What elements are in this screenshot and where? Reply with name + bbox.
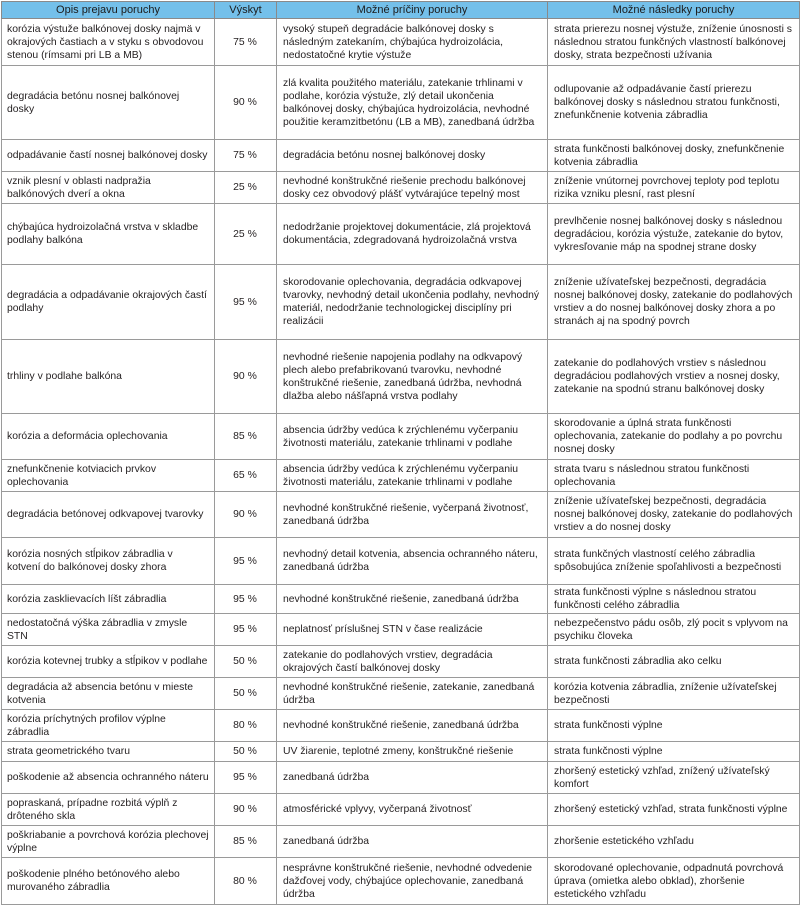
table-row [2, 140, 800, 172]
table-row [2, 204, 800, 265]
symptom-cell: odpadávanie častí nosnej balkónovej dosky [2, 140, 215, 172]
occurrence-cell: 50 % [215, 742, 277, 762]
occurrence-cell: 95 % [215, 585, 277, 614]
table-row [2, 794, 800, 826]
occurrence-cell: 85 % [215, 414, 277, 460]
consequences-cell: zníženie užívateľskej bezpečnosti, degradácia nosnej balkónovej dosky, zatekanie do podlahových vrstiev a do nosnej balkónovej dosky zhora a po stranách aj na spodný povrch [548, 265, 800, 340]
occurrence-cell: 95 % [215, 538, 277, 585]
consequences-cell: skorodované oplechovanie, odpadnutá povrchová úprava (omietka alebo obklad), zhoršenie estetického vzhľadu [548, 858, 800, 905]
causes-cell: degradácia betónu nosnej balkónovej dosky [277, 140, 548, 172]
symptom-cell: korózia zasklievacích líšt zábradlia [2, 585, 215, 614]
causes-cell: zlá kvalita použitého materiálu, zatekanie trhlinami v podlahe, korózia výstuže, zlý detail ukončenia balkónovej dosky, chýbajúca hydroizolácia, nevhodné použitie keramzitbetónu (LB a MB), zanedbaná údržba [277, 66, 548, 140]
table-row [2, 614, 800, 646]
table-row [2, 172, 800, 204]
occurrence-cell: 95 % [215, 265, 277, 340]
table-row [2, 538, 800, 585]
symptom-cell: korózia výstuže balkónovej dosky najmä v okrajových častiach a v styku s obvodovou stenou (rímsami pri LB a MB) [2, 19, 215, 66]
causes-cell: zanedbaná údržba [277, 762, 548, 794]
table-row [2, 66, 800, 140]
causes-cell: vysoký stupeň degradácie balkónovej dosky s následným zatekaním, chýbajúca hydroizolácia, nedostatočné krytie výstuže [277, 19, 548, 66]
causes-cell: zatekanie do podlahových vrstiev, degradácia okrajových častí balkónovej dosky [277, 646, 548, 678]
consequences-cell: zníženie vnútornej povrchovej teploty pod teplotu rizika vzniku plesní, rast plesní [548, 172, 800, 204]
symptom-cell: znefunkčnenie kotviacich prvkov oplechovania [2, 460, 215, 492]
table-row [2, 340, 800, 414]
symptom-cell: degradácia betónovej odkvapovej tvarovky [2, 492, 215, 538]
consequences-cell: korózia kotvenia zábradlia, zníženie užívateľskej bezpečnosti [548, 678, 800, 710]
causes-cell: nedodržanie projektovej dokumentácie, zlá projektová dokumentácia, zdegradovaná hydroizolačná vrstva [277, 204, 548, 265]
table-row [2, 762, 800, 794]
causes-cell: nevhodné konštrukčné riešenie prechodu balkónovej dosky cez obvodový plášť vytvárajúce tepelný most [277, 172, 548, 204]
symptom-cell: korózia a deformácia oplechovania [2, 414, 215, 460]
causes-cell: nevhodný detail kotvenia, absencia ochranného náteru, zanedbaná údržba [277, 538, 548, 585]
table-row [2, 492, 800, 538]
header-causes: Možné príčiny poruchy [277, 2, 548, 19]
causes-cell: absencia údržby vedúca k zrýchlenému vyčerpaniu životnosti materiálu, zatekanie trhlinami v podlahe [277, 414, 548, 460]
symptom-cell: poškodenie plného betónového alebo murovaného zábradlia [2, 858, 215, 905]
causes-cell: absencia údržby vedúca k zrýchlenému vyčerpaniu životnosti materiálu, zatekanie trhlinami v podlahe [277, 460, 548, 492]
symptom-cell: poškriabanie a povrchová korózia plechovej výplne [2, 826, 215, 858]
table-header-row [2, 2, 800, 19]
causes-cell: neplatnosť príslušnej STN v čase realizácie [277, 614, 548, 646]
consequences-cell: odlupovanie až odpadávanie častí prierezu balkónovej dosky s následnou stratou funkčnosti, znefunkčnenie kotvenia zábradlia [548, 66, 800, 140]
table-row [2, 414, 800, 460]
table-row [2, 585, 800, 614]
causes-cell: nevhodné riešenie napojenia podlahy na odkvapový plech alebo prefabrikovanú tvarovku, nevhodné konštrukčné riešenie, zanedbaná údržba, nevhodná dlažba alebo nášľapná vrstva podlahy [277, 340, 548, 414]
consequences-cell: zníženie užívateľskej bezpečnosti, degradácia nosnej balkónovej dosky, zatekanie do podlahových vrstiev a do nosnej dosky [548, 492, 800, 538]
symptom-cell: chýbajúca hydroizolačná vrstva v skladbe podlahy balkóna [2, 204, 215, 265]
occurrence-cell: 95 % [215, 614, 277, 646]
table-row [2, 265, 800, 340]
table-row [2, 646, 800, 678]
occurrence-cell: 50 % [215, 678, 277, 710]
header-consequences: Možné následky poruchy [548, 2, 800, 19]
consequences-cell: strata funkčnosti balkónovej dosky, znefunkčnenie kotvenia zábradlia [548, 140, 800, 172]
consequences-cell: zatekanie do podlahových vrstiev s následnou degradáciou podlahových vrstiev a nosnej dosky, zatekanie na spodnú stranu balkónovej dosky [548, 340, 800, 414]
header-symptom: Opis prejavu poruchy [2, 2, 215, 19]
causes-cell: nesprávne konštrukčné riešenie, nevhodné odvedenie dažďovej vody, chýbajúce oplechovanie, zanedbaná údržba [277, 858, 548, 905]
consequences-cell: skorodovanie a úplná strata funkčnosti oplechovania, zatekanie do podlahy a po povrchu nosnej dosky [548, 414, 800, 460]
symptom-cell: degradácia a odpadávanie okrajových častí podlahy [2, 265, 215, 340]
causes-cell: nevhodné konštrukčné riešenie, zanedbaná údržba [277, 585, 548, 614]
symptom-cell: strata geometrického tvaru [2, 742, 215, 762]
table-row [2, 742, 800, 762]
occurrence-cell: 90 % [215, 794, 277, 826]
consequences-cell: strata tvaru s následnou stratou funkčnosti oplechovania [548, 460, 800, 492]
consequences-cell: strata funkčnosti zábradlia ako celku [548, 646, 800, 678]
symptom-cell: degradácia až absencia betónu v mieste kotvenia [2, 678, 215, 710]
causes-cell: zanedbaná údržba [277, 826, 548, 858]
table-row [2, 710, 800, 742]
defects-table [1, 1, 800, 905]
symptom-cell: korózia príchytných profilov výplne zábradlia [2, 710, 215, 742]
symptom-cell: korózia nosných stĺpikov zábradlia v kotvení do balkónovej dosky zhora [2, 538, 215, 585]
occurrence-cell: 90 % [215, 340, 277, 414]
occurrence-cell: 65 % [215, 460, 277, 492]
consequences-cell: strata prierezu nosnej výstuže, zníženie únosnosti s následnou stratou funkčných vlastností balkónovej dosky, strata bezpečnosti užívania [548, 19, 800, 66]
occurrence-cell: 25 % [215, 204, 277, 265]
consequences-cell: strata funkčnosti výplne [548, 742, 800, 762]
causes-cell: skorodovanie oplechovania, degradácia odkvapovej tvarovky, nevhodný detail ukončenia podlahy, nevhodný materiál, nedodržanie technologickej disciplíny pri realizácii [277, 265, 548, 340]
symptom-cell: vznik plesní v oblasti nadpražia balkónových dverí a okna [2, 172, 215, 204]
consequences-cell: strata funkčnosti výplne [548, 710, 800, 742]
occurrence-cell: 75 % [215, 140, 277, 172]
consequences-cell: zhoršený estetický vzhľad, znížený užívateľský komfort [548, 762, 800, 794]
occurrence-cell: 25 % [215, 172, 277, 204]
symptom-cell: popraskaná, prípadne rozbitá výplň z drôteného skla [2, 794, 215, 826]
causes-cell: atmosférické vplyvy, vyčerpaná životnosť [277, 794, 548, 826]
occurrence-cell: 50 % [215, 646, 277, 678]
causes-cell: UV žiarenie, teplotné zmeny, konštrukčné riešenie [277, 742, 548, 762]
occurrence-cell: 95 % [215, 762, 277, 794]
consequences-cell: strata funkčnosti výplne s následnou stratou funkčnosti celého zábradlia [548, 585, 800, 614]
occurrence-cell: 80 % [215, 858, 277, 905]
consequences-cell: strata funkčných vlastností celého zábradlia spôsobujúca zníženie spoľahlivosti a bezpečnosti [548, 538, 800, 585]
symptom-cell: degradácia betónu nosnej balkónovej dosky [2, 66, 215, 140]
symptom-cell: korózia kotevnej trubky a stĺpikov v podlahe [2, 646, 215, 678]
symptom-cell: nedostatočná výška zábradlia v zmysle STN [2, 614, 215, 646]
table-row [2, 826, 800, 858]
occurrence-cell: 80 % [215, 710, 277, 742]
consequences-cell: zhoršený estetický vzhľad, strata funkčnosti výplne [548, 794, 800, 826]
occurrence-cell: 75 % [215, 19, 277, 66]
occurrence-cell: 85 % [215, 826, 277, 858]
causes-cell: nevhodné konštrukčné riešenie, vyčerpaná životnosť, zanedbaná údržba [277, 492, 548, 538]
header-occurrence: Výskyt [215, 2, 277, 19]
causes-cell: nevhodné konštrukčné riešenie, zatekanie, zanedbaná údržba [277, 678, 548, 710]
symptom-cell: trhliny v podlahe balkóna [2, 340, 215, 414]
table-row [2, 678, 800, 710]
table-row [2, 858, 800, 905]
consequences-cell: nebezpečenstvo pádu osôb, zlý pocit s vplyvom na psychiku človeka [548, 614, 800, 646]
occurrence-cell: 90 % [215, 66, 277, 140]
causes-cell: nevhodné konštrukčné riešenie, zanedbaná údržba [277, 710, 548, 742]
consequences-cell: prevlhčenie nosnej balkónovej dosky s následnou degradáciou, korózia výstuže, zatekanie do bytov, vykresľovanie máp na spodnej strane dosky [548, 204, 800, 265]
symptom-cell: poškodenie až absencia ochranného náteru [2, 762, 215, 794]
table-row [2, 460, 800, 492]
consequences-cell: zhoršenie estetického vzhľadu [548, 826, 800, 858]
occurrence-cell: 90 % [215, 492, 277, 538]
table-row [2, 19, 800, 66]
